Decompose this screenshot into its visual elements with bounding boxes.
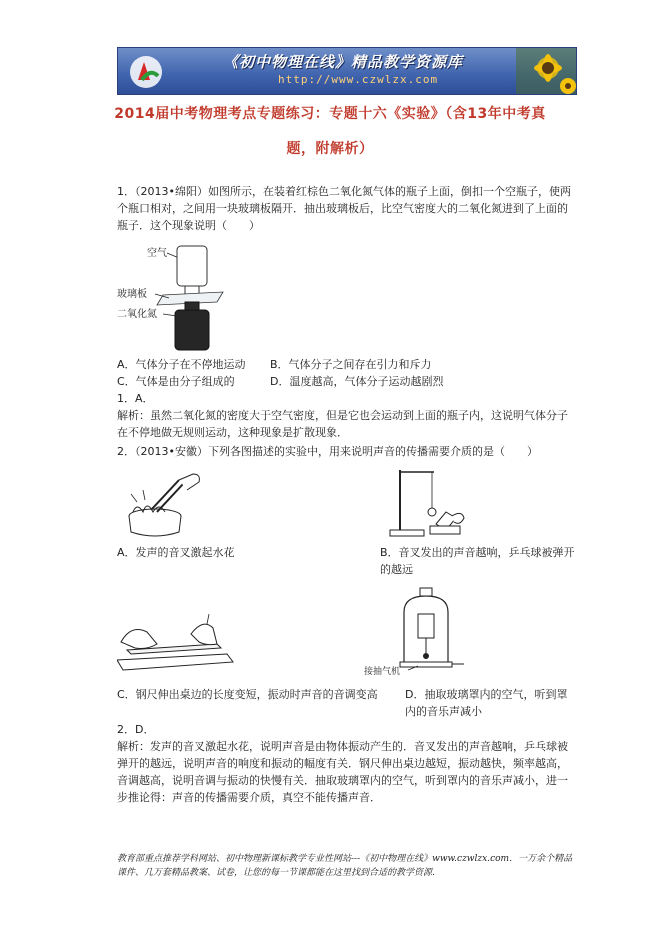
q1-answer: 1．A．	[117, 392, 154, 405]
q2-answer: 2．D．	[117, 723, 155, 736]
site-logo-icon	[128, 54, 164, 90]
page-title-line-2: 题，附解析）	[286, 141, 374, 157]
q2-figure-c-ruler	[117, 614, 237, 680]
q2-analysis: 解析：发声的音叉激起水花，说明声音是由物体振动产生的．音叉发出的声音越响，乒乓球被弹开的越远，说明声音的响度和振动的幅度有关．钢尺伸出桌边越短，振动越快，频率越高，音调越高，说明音调与振动的快慢有关．抽取玻璃罩内的空气，听到罩内的音乐声减小，进一步推论得：声音的传播需要介质，真空不能传播声音．	[117, 740, 568, 804]
footer-note: 教育部重点推荐学科网站、初中物理新课标教学专业性网站---《初中物理在线》www.czwlzx.com．一万余个精品课件、几万套精品教案、试卷，让您的每一节课都能在这里找到合适的教学资源．	[117, 854, 573, 878]
q2-option-c: C．钢尺伸出桌边的长度变短，振动时声音的音调变高	[117, 688, 378, 701]
label-glass: 玻璃板	[117, 289, 147, 300]
q1-analysis: 解析：虽然二氧化氮的密度大于空气密度，但是它也会运动到上面的瓶子内，这说明气体分子在不停地做无规则运动，这种现象是扩散现象．	[117, 409, 568, 439]
q1-option-c: C．气体是由分子组成的	[117, 375, 235, 388]
header-banner	[117, 47, 577, 95]
q1-option-b: B．气体分子之间存在引力和斥力	[270, 358, 432, 371]
q2-figure-b-fork-ball	[386, 466, 466, 540]
q2-option-d: D．抽取玻璃罩内的空气，听到罩内的音乐声减小	[405, 688, 568, 718]
q2-stem: 2．（2013•安徽）下列各图描述的实验中，用来说明声音的传播需要介质的是（ ）	[117, 445, 538, 458]
q2-figure-d-bell-jar	[360, 582, 470, 682]
q2-option-a: A．发声的音叉激起水花	[117, 546, 235, 559]
label-pump: 接抽气机	[364, 667, 401, 677]
q2-option-b: B．音叉发出的声音越响，乒乓球被弹开的越远	[380, 546, 575, 576]
q1-figure-bottles	[117, 240, 227, 352]
q1-option-a: A．气体分子在不停地运动	[117, 358, 246, 371]
sunflower-icon	[516, 48, 576, 94]
q2-figure-a-fork-water	[117, 472, 207, 538]
banner-url[interactable]: http://www.czwlzx.com	[278, 73, 439, 86]
page-title-line-1: 2014届中考物理考点专题练习：专题十六《实验》（含13年中考真	[114, 106, 546, 122]
q1-stem: 1．（2013•绵阳）如图所示，在装着红棕色二氧化氮气体的瓶子上面，倒扣一个空瓶子，使两个瓶口相对，之间用一块玻璃板隔开．抽出玻璃板后，比空气密度大的二氧化氮进到了上面的瓶子．这个现象说明（ ）	[117, 185, 571, 232]
q1-option-d: D．温度越高，气体分子运动越剧烈	[270, 375, 444, 388]
banner-title: 《初中物理在线》精品教学资源库	[223, 53, 464, 71]
label-no2: 二氧化氮	[117, 309, 157, 320]
label-air: 空气	[147, 248, 167, 259]
